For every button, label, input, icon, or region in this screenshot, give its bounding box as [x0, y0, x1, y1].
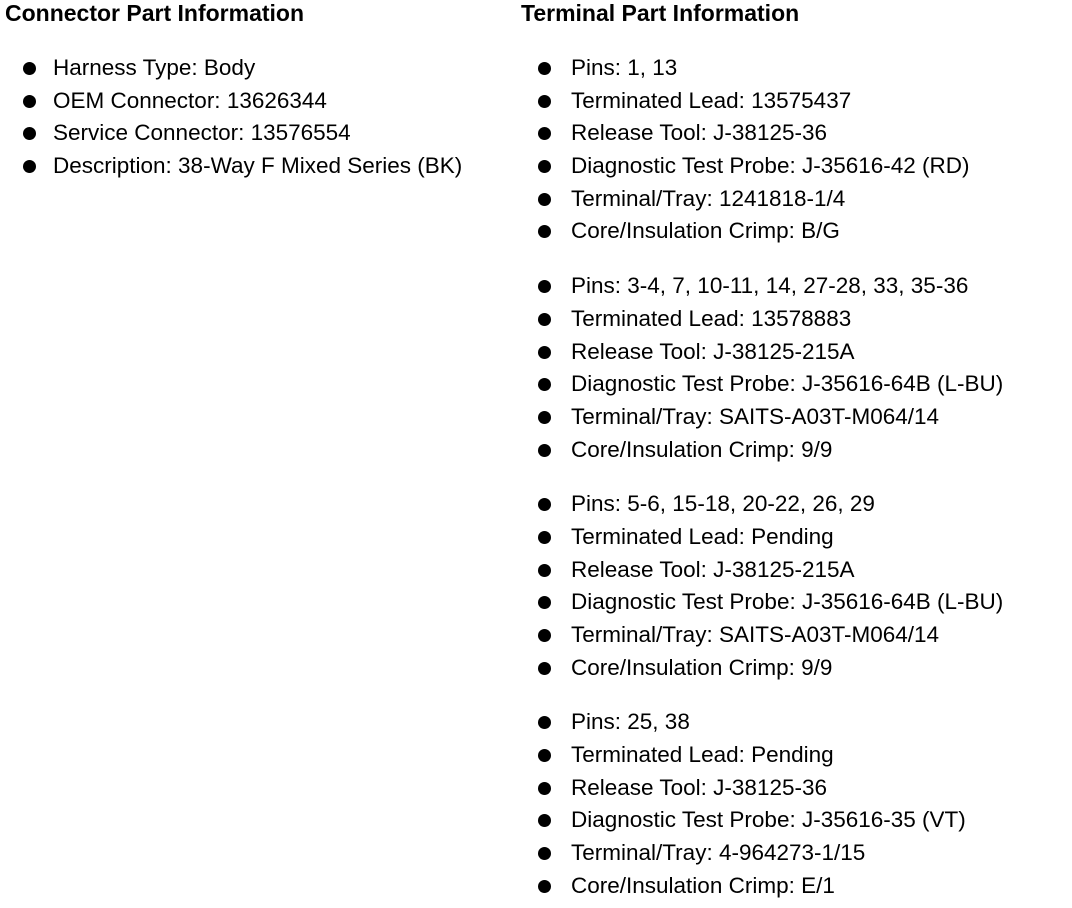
- service-connector-item: Service Connector: 13576554: [5, 117, 515, 150]
- description-item: Description: 38-Way F Mixed Series (BK): [5, 150, 515, 183]
- terminal-tray-item: Terminal/Tray: SAITS-A03T-M064/14: [521, 619, 1069, 652]
- diagnostic-test-probe-item: Diagnostic Test Probe: J-35616-42 (RD): [521, 150, 1069, 183]
- pins-item: Pins: 5-6, 15-18, 20-22, 26, 29: [521, 488, 1069, 521]
- connector-part-list: [5, 52, 515, 183]
- core-insulation-crimp-item: Core/Insulation Crimp: 9/9: [521, 652, 1069, 685]
- terminal-tray-item: Terminal/Tray: SAITS-A03T-M064/14: [521, 401, 1069, 434]
- pins-item: Pins: 3-4, 7, 10-11, 14, 27-28, 33, 35-36: [521, 270, 1069, 303]
- harness-type-item: Harness Type: Body: [5, 52, 515, 85]
- terminal-tray-item: Terminal/Tray: 1241818-1/4: [521, 183, 1069, 216]
- pins-item: Pins: 25, 38: [521, 706, 1069, 739]
- terminated-lead-item: Terminated Lead: Pending: [521, 521, 1069, 554]
- terminal-part-heading: Terminal Part Information: [521, 0, 800, 26]
- pins-item: Pins: 1, 13: [521, 52, 1069, 85]
- terminal-group-4: [521, 706, 1069, 902]
- release-tool-item: Release Tool: J-38125-215A: [521, 554, 1069, 587]
- core-insulation-crimp-item: Core/Insulation Crimp: 9/9: [521, 434, 1069, 467]
- terminated-lead-item: Terminated Lead: 13575437: [521, 85, 1069, 118]
- terminated-lead-item: Terminated Lead: Pending: [521, 739, 1069, 772]
- terminal-group-1: [521, 52, 1069, 248]
- release-tool-item: Release Tool: J-38125-215A: [521, 336, 1069, 369]
- release-tool-item: Release Tool: J-38125-36: [521, 117, 1069, 150]
- connector-part-heading: Connector Part Information: [5, 0, 305, 26]
- core-insulation-crimp-item: Core/Insulation Crimp: E/1: [521, 870, 1069, 903]
- terminal-part-section: [521, 0, 1069, 903]
- oem-connector-item: OEM Connector: 13626344: [5, 85, 515, 118]
- terminal-group-3: [521, 488, 1069, 684]
- diagnostic-test-probe-item: Diagnostic Test Probe: J-35616-64B (L-BU): [521, 368, 1069, 401]
- release-tool-item: Release Tool: J-38125-36: [521, 772, 1069, 805]
- terminated-lead-item: Terminated Lead: 13578883: [521, 303, 1069, 336]
- terminal-tray-item: Terminal/Tray: 4-964273-1/15: [521, 837, 1069, 870]
- connector-part-section: [5, 0, 515, 183]
- diagnostic-test-probe-item: Diagnostic Test Probe: J-35616-64B (L-BU): [521, 586, 1069, 619]
- diagnostic-test-probe-item: Diagnostic Test Probe: J-35616-35 (VT): [521, 804, 1069, 837]
- core-insulation-crimp-item: Core/Insulation Crimp: B/G: [521, 215, 1069, 248]
- terminal-group-2: [521, 270, 1069, 466]
